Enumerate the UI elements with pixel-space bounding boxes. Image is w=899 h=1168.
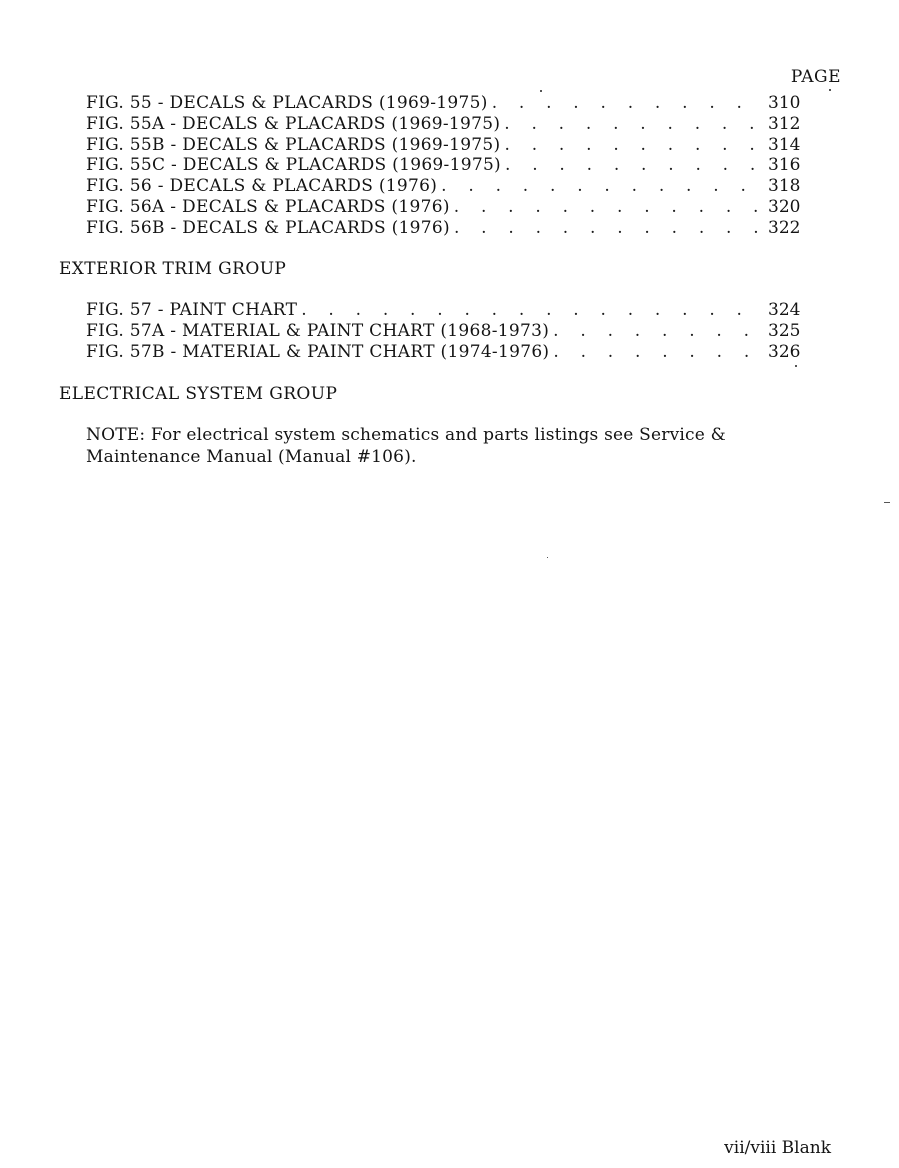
dot-leader [441, 176, 764, 197]
decals-toc-list [86, 93, 802, 239]
toc-entry-label: FIG. 55A - DECALS & PLACARDS (1969-1975) [86, 113, 501, 134]
electrical-system-group-heading: ELECTRICAL SYSTEM GROUP [59, 384, 338, 404]
toc-entry-page: 320 [768, 196, 801, 217]
toc-entry-fig-55a [86, 114, 802, 135]
toc-entry-page: 310 [768, 93, 801, 113]
toc-entry-page: 314 [768, 134, 801, 155]
toc-entry-page: 322 [768, 217, 801, 238]
scan-speck [540, 90, 542, 92]
toc-entry-label: FIG. 57 - PAINT CHART [86, 300, 298, 320]
page-header: PAGE [790, 67, 841, 87]
note-line-2: Maintenance Manual (Manual #106). [86, 446, 417, 467]
toc-entry-page: 326 [768, 341, 801, 362]
toc-entry-label: FIG. 57A - MATERIAL & PAINT CHART (1968-1973) [86, 320, 550, 341]
dot-leader [504, 135, 764, 156]
electrical-note [86, 425, 786, 468]
toc-entry-page: 324 [768, 300, 801, 320]
toc-entry-fig-55 [86, 93, 802, 114]
dot-leader [504, 114, 764, 135]
toc-entry-label: FIG. 57B - MATERIAL & PAINT CHART (1974-1976) [86, 341, 550, 362]
dot-leader [505, 155, 764, 176]
toc-entry-page: 316 [768, 155, 801, 176]
scan-speck [829, 89, 831, 91]
toc-entry-page: 325 [768, 320, 801, 341]
dot-leader [553, 342, 764, 363]
exterior-toc-list [86, 300, 802, 362]
toc-entry-fig-56a [86, 197, 802, 218]
toc-entry-label: FIG. 55B - DECALS & PLACARDS (1969-1975) [86, 134, 501, 155]
exterior-trim-group-heading: EXTERIOR TRIM GROUP [59, 259, 287, 279]
note-line-1: NOTE: For electrical system schematics and parts listings see Service & [86, 425, 726, 445]
dot-leader [454, 218, 764, 239]
toc-entry-fig-57b [86, 342, 802, 363]
page-footer: vii/viii Blank [724, 1138, 831, 1158]
scan-speck [547, 557, 548, 558]
toc-entry-page: 312 [768, 113, 801, 134]
toc-entry-label: FIG. 56 - DECALS & PLACARDS (1976) [86, 176, 438, 197]
toc-entry-fig-56b [86, 218, 802, 239]
toc-entry-fig-55b [86, 135, 802, 156]
toc-entry-fig-57a [86, 321, 802, 342]
toc-entry-page: 318 [768, 176, 801, 197]
toc-entry-label: FIG. 56A - DECALS & PLACARDS (1976) [86, 196, 450, 217]
dot-leader [454, 197, 764, 218]
toc-entry-label: FIG. 55C - DECALS & PLACARDS (1969-1975) [86, 155, 501, 176]
scan-speck [884, 502, 890, 503]
toc-entry-fig-55c [86, 155, 802, 176]
dot-leader [553, 321, 764, 342]
dot-leader [301, 300, 764, 321]
toc-entry-fig-57 [86, 300, 802, 321]
toc-entry-label: FIG. 56B - DECALS & PLACARDS (1976) [86, 217, 450, 238]
dot-leader [492, 93, 764, 114]
toc-entry-label: FIG. 55 - DECALS & PLACARDS (1969-1975) [86, 93, 488, 113]
toc-entry-fig-56 [86, 176, 802, 197]
scan-speck [795, 365, 797, 367]
